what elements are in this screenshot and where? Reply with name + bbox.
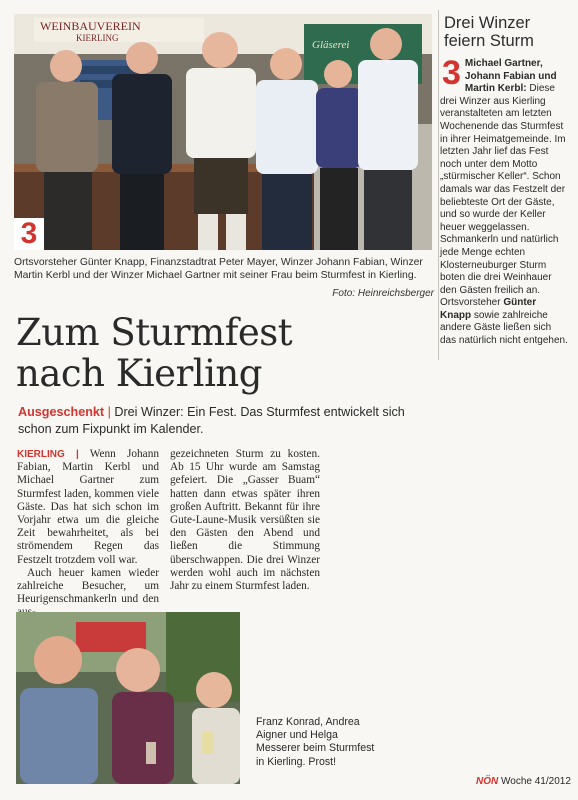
side-article — [440, 12, 568, 348]
headline-line1: Zum Sturmfest — [16, 311, 293, 354]
side-text-1: Diese drei Winzer aus Kierling veranstalteten am letzten Wochenende das Sturmfest in ihrer Heimatgemeinde. Im letzten Jahr lief das Fest noch unter dem Motto „stürmischer Keller“. Schon damals war das Festzelt der beliebteste Ort der Gäste, und so wurde der Keller heuer weggelassen. Schmankerln und natürlich jede Menge echten Klosterneuburger Sturm boten die drei Weinhauer den Gästen freilich an. Ortsvorsteher — [440, 83, 566, 309]
body-column-2 — [170, 448, 320, 593]
subhead-text: Drei Winzer: Ein Fest. Das Sturmfest entwickelt sich schon zum Fixpunkt im Kalender. — [18, 405, 405, 436]
body-col2-p1: gezeichneten Sturm zu kosten. Ab 15 Uhr wurde am Samstag gefeiert. Die „Gasser Buam“ hatten dann etwas später ihren großen Auftritt. Bekannt für ihre Gute-Laune-Musik versüßten sie den Gästen den Abend und ließen die Stimmung überschwappen. Die drei Winzer werden wohl auch im nächsten Jahr zu einem Sturmfest laden. — [170, 448, 320, 593]
side-text-2: sowie zahlreiche andere Gäste ließen sich das natürlich nicht entgehen. — [440, 309, 568, 347]
bottom-photo-caption: Franz Konrad, Andrea Aigner und Helga Messerer beim Sturmfest in Kierling. Prost! — [256, 716, 375, 768]
subhead-kicker: Ausgeschenkt — [18, 405, 105, 419]
side-names: Michael Gartner, Johann Fabian und Martin Kerbl: — [464, 58, 557, 95]
subhead-separator: | — [107, 405, 111, 419]
poster-text: Gläserei — [312, 39, 350, 51]
side-body-text — [440, 54, 568, 348]
body-column-1 — [17, 448, 159, 620]
issue-footer — [476, 776, 571, 787]
subheadline — [18, 404, 438, 438]
top-photo-caption: Ortsvorsteher Günter Knapp, Finanzstadtrat Peter Mayer, Winzer Johann Fabian, Winzer Martin Kerbl und der Winzer Michael Gartner mit seiner Frau beim Sturmfest in Kierling. — [14, 257, 423, 281]
body-col1-p1: Wenn Johann Fabian, Martin Kerbl und Michael Gartner zum Sturmfest laden, kommen viele Gäste. Das hat sich schon im Vorjahr etwa um die gleiche Zeit bewahrheitet, als bei strömendem Regen das Festzelt trotzdem voll war. — [17, 448, 159, 566]
side-number: 3 — [442, 54, 461, 92]
banner-text: WEINBAUVEREIN — [40, 19, 141, 33]
column-divider — [438, 10, 439, 360]
photo-number-badge: 3 — [14, 218, 44, 250]
guests-photo — [16, 612, 240, 784]
photo-credit: Foto: Heinreichsberger — [332, 288, 434, 299]
group-photo-winemakers — [14, 14, 432, 250]
banner-text-2: KIERLING — [76, 33, 119, 43]
side-headline — [444, 14, 568, 50]
publication-brand: NÖN — [476, 776, 499, 787]
dateline-location: KIERLING — [17, 449, 65, 460]
side-name-2: Günter Knapp — [440, 297, 537, 321]
dateline-separator: | — [75, 449, 79, 460]
issue-week: Woche 41/2012 — [498, 776, 571, 787]
headline-line2: nach Kierling — [16, 352, 262, 395]
body-col1-p2: Auch heuer kamen wieder zahlreiche Besucher, um Heurigenschmankerln und den — [17, 566, 159, 606]
main-headline — [16, 312, 436, 394]
side-headline-line1: Drei Winzer — [444, 14, 531, 32]
side-headline-line2: feiern Sturm — [444, 32, 534, 50]
